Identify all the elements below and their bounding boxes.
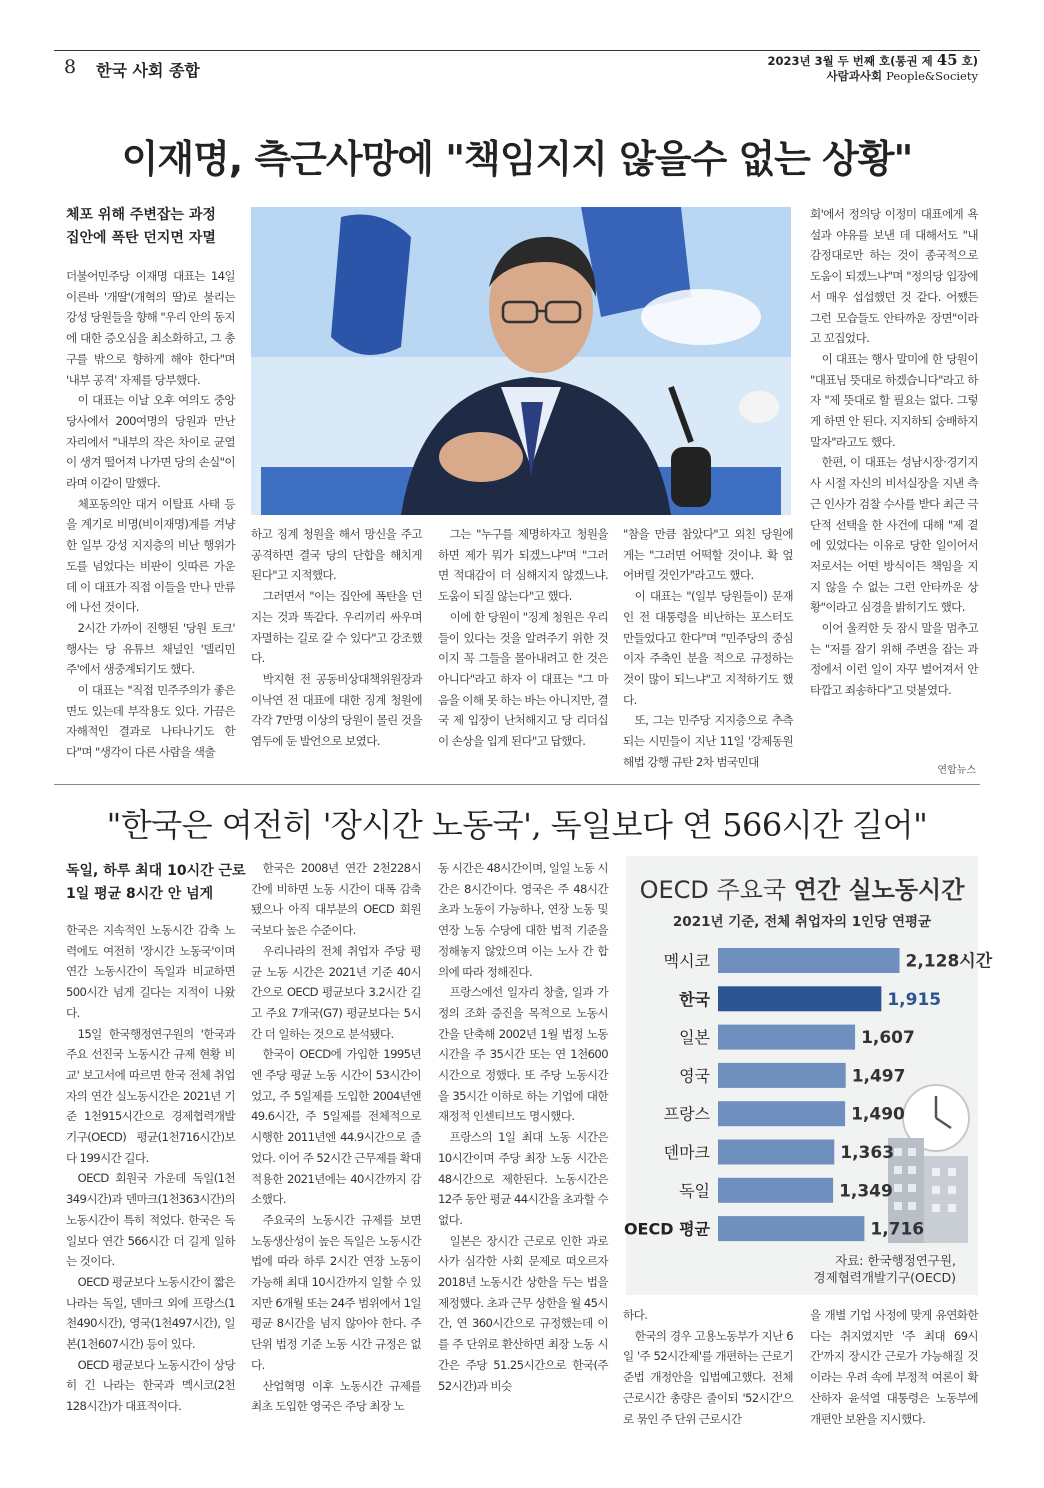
chart-source-line1: 자료: 한국행정연구원, [835,1253,956,1268]
value-label: 2,128시간 [905,951,993,972]
paper-name-en: People&Society [886,69,978,83]
paragraph: 이에 한 당원이 "징계 청원은 우리들이 있다는 것을 알려주기 위한 것이지 꼭 그들을 몰아내려고 한 것은 아니다"라고 하자 이 대표는 "그 마음을 이해 못 하는 바는 아니지만, 결국 제 입장이 난처해지고 당 리더십이 손상을 입게 된다"고 답했다. [438,609,608,749]
issue-suffix: 호) [961,54,978,68]
paragraph: 동 시간은 48시간이며, 일일 노동 시간은 8시간이다. 영국은 주 48시간 초과 노동이 가능하나, 연장 노동 및 연장 노동 수당에 대한 법적 기준을 정해놓지 않았으며 이는 노사 간 합의에 따라 정해진다. [438,861,608,979]
article1-subhead [66,204,241,250]
bar [718,1140,834,1165]
paragraph: 산업혁명 이후 노동시간 규제를 최초 도입한 영국은 주당 최장 노 [251,1378,421,1414]
category-label: 프랑스 [663,1104,710,1124]
bar [718,1063,846,1088]
bar [718,986,881,1011]
paragraph: 이 대표는 "(일부 당원들이) 문재인 전 대통령을 비난하는 포스터도 만들었다고 한다"며 "민주당의 중심이자 주축인 분을 적으로 규정하는 것이 많이 되느냐"고 지적하기도 했다. [623,589,793,707]
article2-column-2 [251,858,421,1417]
paragraph: 그러면서 "이는 집안에 폭탄을 던지는 것과 똑같다. 우리끼리 싸우며 자멸하는 길로 갈 수 있다"고 강조했다. [251,589,422,666]
value-label: 1,363 [840,1143,895,1163]
category-label: OECD 평균 [623,1219,710,1239]
bar [718,1025,855,1050]
article2-subhead-line1: 독일, 하루 최대 10시간 근로 [66,863,246,879]
bar [718,1101,845,1126]
paragraph: OECD 평균보다 노동시간이 상당히 긴 나라는 한국과 멕시코(2천128시간)가 대표적이다. [66,1357,235,1414]
article2-column-3 [438,858,608,1396]
bar [718,1178,833,1203]
paragraph: 우리나라의 전체 취업자 주당 평균 노동 시간은 2021년 기준 40시간으로 OECD 평균보다 3.2시간 길고 주요 7개국(G7) 평균보다는 5시간 더 일하는 것으로 분석됐다. [251,943,421,1041]
paragraph: 그는 "누구를 제명하자고 청원을 하면 제가 뭐가 되겠느냐"며 "그러면 적대감이 더 심해지지 않겠느냐. 도움이 되질 않는다"고 했다. [438,527,608,604]
paragraph: 이 대표는 이날 오후 여의도 중앙당사에서 200여명의 당원과 만난 자리에서 "내부의 작은 차이로 균열이 생겨 떨어져 나가면 당의 손실"이라며 이같이 말했다. [66,393,235,491]
category-label: 영국 [679,1066,710,1086]
paragraph: 하다. [623,1308,648,1322]
category-label: 일본 [679,1028,710,1048]
issue-prefix: 2023년 3월 두 번째 호(통권 제 [767,54,933,68]
category-label: 멕시코 [663,951,710,971]
article1-column-3 [438,524,608,752]
category-label: 덴마크 [663,1143,710,1162]
article1-headline: 이재명, 측근사망에 "책임지지 않을수 없는 상황" [121,137,913,181]
paragraph: 한국은 2008년 연간 2천228시간에 비하면 노동 시간이 대폭 감축됐으나 아직 대부분의 OECD 회원국보다 높은 수준이다. [251,861,421,938]
paragraph: 한국의 경우 고용노동부가 지난 6일 '주 52시간제'를 개편하는 근로기준법 개정안을 입법예고했다. 전체 근로시간 총량은 줄이되 '52시간'으로 묶인 주 단위 근로시간 [623,1328,793,1426]
paragraph: 15일 한국행정연구원의 '한국과 주요 선진국 노동시간 규제 현황 비교' 보고서에 따르면 한국 전체 취업자의 연간 실노동시간은 2021년 기준 1천915시간으로 경제협력개발기구(OECD) 평균(1천716시간)보다 199시간 길다. [66,1026,235,1165]
value-label: 1,490 [851,1104,905,1125]
paragraph: 이어 울컥한 듯 잠시 말을 멈추고는 "저를 잡기 위해 주변을 잡는 과정에서 이런 일이 자꾸 벌어져서 안타깝고 죄송하다"고 덧붙였다. [810,621,978,698]
paragraph: 한국은 지속적인 노동시간 감축 노력에도 여전히 '장시간 노동국'이며 연간 노동시간이 독일과 비교하면 500시간 넘게 길다는 지적이 나왔다. [66,923,235,1020]
paragraph: 주요국의 노동시간 규제를 보면 노동생산성이 높은 독일은 노동시간법에 따라 하루 2시간 연장 노동이 가능해 최대 10시간까지 일할 수 있지만 6개월 또는 24주 범위에서 1일 평균 8시간을 넘지 않아야 한다. 주 단위 법정 기준 노동 시간 규정은 없다. [251,1212,421,1372]
article2-subhead [66,860,246,906]
chart-title-prefix: OECD 주요국 [639,876,787,904]
article2-column-1 [66,920,235,1417]
paragraph: 이 대표는 행사 말미에 한 당원이 "대표님 뜻대로 하겠습니다"라고 하자 "제 뜻대로 할 필요는 없다. 그렇게 하면 안 된다. 지지하되 숭배하지 말자"라고도 했다. [810,351,978,449]
value-label: 1,497 [851,1066,906,1087]
paragraph: 체포동의안 대거 이탈표 사태 등을 계기로 비명(비이재명)계를 겨냥한 일부 강성 지지층의 비난 행위가 도를 넘었다는 비판이 잇따른 가운데 이 대표가 직접 이들을 만나 만류에 나선 것이다. [66,496,235,615]
value-label: 1,607 [861,1028,915,1049]
chart-subtitle: 2021년 기준, 전체 취업자의 1인당 연평균 [672,914,932,930]
article1-credit: 연합뉴스 [937,765,976,776]
value-label: 1,716 [870,1219,925,1240]
paragraph: 박지현 전 공동비상대책위원장과 이낙연 전 대표에 대한 징계 청원에 각각 7만명 이상의 당원이 몰린 것을 염두에 둔 발언으로 보였다. [251,671,422,749]
value-label: 1,349 [839,1181,893,1202]
paragraph: 한국이 OECD에 가입한 1995년엔 주당 평균 노동 시간이 53시간이었고, 주 5일제를 도입한 2004년엔 49.6시간, 주 5일제를 전체적으로 시행한 2011년엔 44.9시간으로 줄었다. 이어 주 52시간 근무제를 확대 적용한 2021년에는 40시간까지 감소했다. [251,1047,421,1207]
article1-photo [251,207,791,515]
issue-info [767,53,978,69]
page-number: 8 [64,56,77,78]
issue-number: 45 [936,51,958,69]
paragraph: OECD 회원국 가운데 독일(1천349시간)과 덴마크(1천363시간)의 노동시간이 특히 적었다. 한국은 독일보다 연간 566시간 더 길게 일하는 것이다. [66,1171,235,1269]
politician-photo-illustration [251,207,791,515]
article2-subhead-line2: 1일 평균 8시간 안 넘게 [66,886,214,902]
article1-column-2 [251,524,422,752]
paragraph: 더불어민주당 이재명 대표는 14일 이른바 '개딸'(개혁의 딸)로 불리는 강성 당원들을 향해 "우리 안의 동지에 대한 증오심을 최소화하고, 그 총구를 밖으로 향하게 해야 한다"며 '내부 공격' 자제를 당부했다. [66,269,235,387]
article2-column-4 [623,1305,793,1429]
paragraph: 회'에서 정의당 이정미 대표에게 욕설과 야유를 보낸 데 대해서도 "내 감정대로만 하는 것이 종국적으로 도움이 되겠느냐"며 "정의당 입장에서 매우 섭섭했던 것 같다. 어쨌든 그런 모습들도 안타까운 장면"이라고 꼬집었다. [810,207,978,346]
chart-title [640,876,966,904]
paragraph: 이 대표는 "직접 민주주의가 좋은 면도 있는데 부작용도 있다. 가끔은 자해적인 결과로 나타나기도 한다"며 "생각이 다른 사람을 색출 [66,683,235,760]
paragraph: 하고 징계 청원을 해서 망신을 주고 공격하면 결국 당의 단합을 해치게 된다"고 지적했다. [251,527,422,583]
article1-column-1 [66,266,235,763]
section-title: 한국 사회 종합 [96,61,200,80]
category-label: 독일 [679,1181,710,1201]
value-label: 1,915 [887,989,942,1010]
paragraph: OECD 평균보다 노동시간이 짧은 나라는 독일, 덴마크 외에 프랑스(1천490시간), 영국(1천497시간), 일본(1천607시간) 등이 있다. [66,1274,235,1352]
paper-name-ko: 사람과사회 [826,69,883,83]
paragraph: 프랑스에선 일자리 창출, 일과 가정의 조화 증진을 목적으로 노동시간을 단축해 2002년 1월 법정 노동시간을 주 35시간 또는 연 1천600시간으로 정했다. 또 주당 노동시간을 35시간 이하로 하는 기업에 대한 재정적 인센티브도 명시했다. [438,985,608,1124]
paragraph: 2시간 가까이 진행된 '당원 토크' 행사는 당 유튜브 채널인 '델리민주'에서 생중계되기도 했다. [66,620,235,677]
chart-source-line2: 경제협력개발기구(OECD) [813,1270,956,1285]
paper-name [827,68,978,84]
paragraph: 프랑스의 1일 최대 노동 시간은 10시간이며 주당 최장 노동 시간은 48시간으로 제한된다. 노동시간은 12주 동안 평균 44시간을 초과할 수 없다. [438,1130,608,1227]
article1-column-4 [623,524,793,772]
header-rule [54,50,980,51]
bar [718,1216,864,1241]
chart-title-main: 연간 실노동시간 [793,876,965,904]
article-separator [54,784,980,785]
paragraph: 또, 그는 민주당 지지층으로 추측되는 시민들이 지난 11일 '강제동원 해법 강행 규탄 2차 범국민대 [623,713,793,769]
category-label: 한국 [679,989,710,1009]
article2-headline: "한국은 여전히 '장시간 노동국', 독일보다 연 566시간 길어" [106,806,928,844]
paragraph: 을 개별 기업 사정에 맞게 유연화한다는 취지였지만 '주 최대 69시간'까지 장시간 근로가 가능해질 것이라는 우려 속에 부정적 여론이 확산하자 윤석열 대통령은 노동부에 개편안 보완을 지시했다. [810,1308,978,1426]
paragraph: 일본은 장시간 근로로 인한 과로사가 심각한 사회 문제로 떠오르자 2018년 노동시간 상한을 두는 법을 제정했다. 초과 근무 상한을 월 45시간, 연 360시간으로 규정했는데 이를 주 단위로 환산하면 최장 노동 시간은 주당 51.25시간으로 한국(주 52시간)과 비슷 [438,1233,608,1393]
paragraph: "참을 만큼 참았다"고 외친 당원에게는 "그러면 어떡할 것이냐. 확 엎어버릴 것인가"라고도 했다. [623,527,793,583]
article1-subhead-line1: 체포 위해 주변잡는 과정 [66,207,216,223]
paragraph: 한편, 이 대표는 성남시장·경기지사 시절 자신의 비서실장을 지낸 측근 인사가 검찰 수사를 받다 최근 극단적 선택을 한 사건에 대해 "제 곁에 있었다는 이유로 당한 일이어서 저로서는 어떤 방식이든 책임을 지지 않을 수 없는 그런 안타까운 상황"이라고 심경을 밝히기도 했다. [810,455,978,615]
article1-subhead-line2: 집안에 폭탄 던지면 자멸 [66,230,216,246]
work-hours-chart [623,856,993,1295]
chart-svg [623,856,993,1295]
article2-column-5 [810,1305,978,1429]
bar [718,948,900,973]
article1-column-5 [810,204,978,701]
